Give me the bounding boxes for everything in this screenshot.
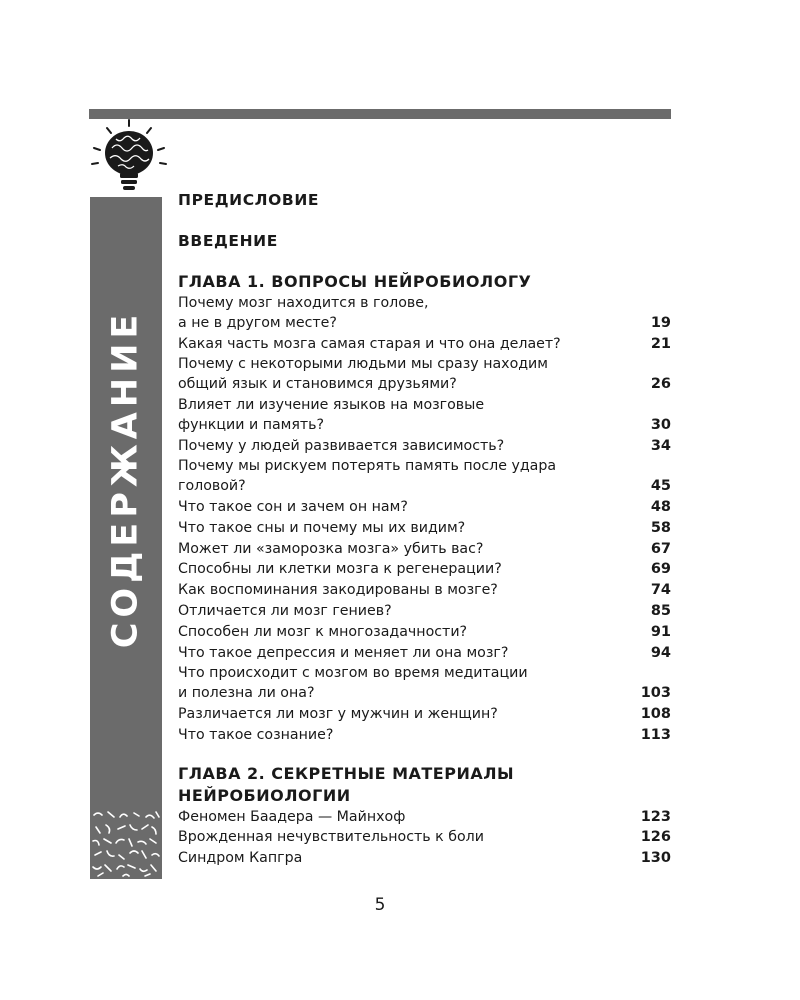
entry-page: 94 (650, 644, 671, 661)
entry-title: Почему мы рискуем потерять память после удара головой? (178, 458, 557, 495)
entry-page: 130 (640, 850, 671, 867)
entry-page: 126 (640, 829, 671, 846)
squiggle-pattern-decor (90, 809, 162, 879)
entry-page: 45 (650, 478, 671, 495)
entry-page: 30 (650, 416, 671, 433)
toc-entry[interactable] (178, 602, 671, 622)
entry-title: Отличается ли мозг гениев? (178, 602, 392, 619)
toc-entry[interactable] (178, 581, 671, 601)
entry-page: 103 (640, 685, 671, 702)
entry-page: 58 (650, 519, 671, 536)
toc-entry[interactable] (178, 726, 671, 746)
entry-page: 85 (650, 602, 671, 619)
brain-lightbulb-icon (88, 118, 170, 194)
toc-entry[interactable] (178, 644, 671, 664)
entry-page: 91 (650, 623, 671, 640)
toc-entry[interactable] (178, 396, 671, 436)
entry-title: Врожденная нечувствительность к боли (178, 829, 484, 846)
entry-page: 123 (640, 808, 671, 825)
toc-entry[interactable] (178, 457, 671, 497)
entry-title: Какая часть мозга самая старая и что она делает? (178, 335, 561, 352)
entry-title: Что такое сны и почему мы их видим? (178, 519, 466, 536)
toc-entry[interactable] (178, 540, 671, 560)
entry-page: 26 (650, 376, 671, 393)
toc-entry[interactable] (178, 498, 671, 518)
chapter-2-title[interactable]: ГЛАВА 2. СЕКРЕТНЫЕ МАТЕРИАЛЫ НЕЙРОБИОЛОГИИ (178, 763, 515, 805)
entry-title: Почему мозг находится в голове, а не в другом месте? (178, 295, 429, 331)
entry-title: Различается ли мозг у мужчин и женщин? (178, 705, 498, 722)
entry-page: 48 (650, 498, 671, 515)
entry-title: Что такое депрессия и меняет ли она мозг? (178, 644, 509, 661)
entry-page: 74 (650, 582, 671, 599)
table-of-contents (178, 189, 671, 870)
header-rule (89, 109, 671, 119)
entry-title: Что такое сознание? (178, 726, 334, 743)
toc-entry[interactable] (178, 437, 671, 457)
toc-entry[interactable] (178, 623, 671, 643)
toc-entry[interactable] (178, 560, 671, 580)
entry-page: 21 (650, 335, 671, 352)
toc-entry[interactable] (178, 849, 671, 869)
toc-entry[interactable] (178, 705, 671, 725)
entry-title: Синдром Капгра (178, 850, 303, 867)
entry-title: Может ли «заморозка мозга» убить вас? (178, 540, 484, 557)
toc-entry[interactable] (178, 664, 671, 704)
toc-entry[interactable] (178, 294, 671, 334)
toc-entry[interactable] (178, 335, 671, 355)
entry-title: Что происходит с мозгом во время медитации и полезна ли она? (178, 665, 528, 702)
entry-page: 67 (650, 540, 671, 557)
toc-entry[interactable] (178, 808, 671, 828)
chapter-1-title[interactable]: ГЛАВА 1. ВОПРОСЫ НЕЙРОБИОЛОГУ (178, 272, 532, 291)
entry-page: 108 (640, 705, 671, 722)
sidebar-title: СОДЕРЖАНИЕ (105, 309, 146, 649)
toc-entry[interactable] (178, 355, 671, 395)
entry-page: 69 (650, 561, 671, 578)
page-number: 5 (374, 895, 386, 915)
entry-page: 34 (650, 437, 671, 454)
entry-title: Влияет ли изучение языков на мозговые функции и память? (178, 396, 485, 433)
toc-preface[interactable]: ПРЕДИСЛОВИЕ (178, 191, 320, 209)
entry-title: Почему с некоторыми людьми мы сразу находим общий язык и становимся друзьями? (178, 356, 548, 393)
entry-title: Как воспоминания закодированы в мозге? (178, 582, 498, 599)
entry-title: Что такое сон и зачем он нам? (178, 498, 408, 515)
entry-title: Почему у людей развивается зависимость? (178, 437, 505, 454)
entry-page: 113 (640, 726, 671, 743)
toc-entry[interactable] (178, 519, 671, 539)
entry-page: 19 (650, 314, 671, 331)
toc-entry[interactable] (178, 828, 671, 848)
sidebar-panel (90, 197, 162, 879)
toc-introduction[interactable]: ВВЕДЕНИЕ (178, 232, 278, 250)
entry-title: Способен ли мозг к многозадачности? (178, 623, 468, 640)
entry-title: Способны ли клетки мозга к регенерации? (178, 561, 502, 578)
entry-title: Феномен Баадера — Майнхоф (178, 808, 406, 825)
